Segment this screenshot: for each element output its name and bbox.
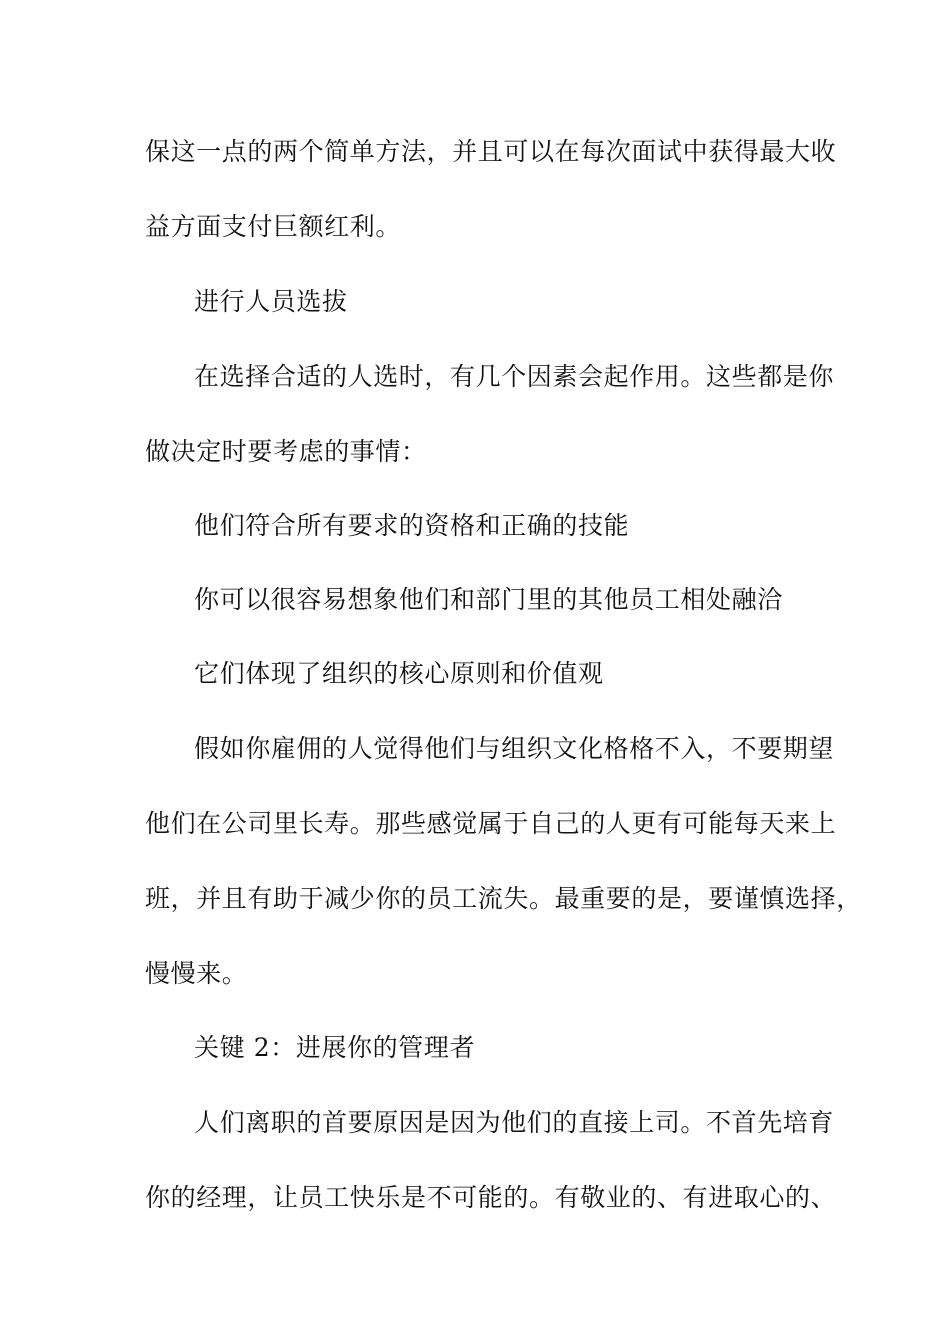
paragraph-line: 班，并且有助于减少你的员工流失。最重要的是，要谨慎选择， [145, 884, 862, 913]
paragraph-line: 在选择合适的人选时，有几个因素会起作用。这些都是你 [194, 362, 835, 391]
paragraph-line: 益方面支付巨额红利。 [145, 212, 402, 241]
section-heading: 进行人员选拔 [194, 287, 348, 316]
paragraph-line: 假如你雇佣的人觉得他们与组织文化格格不入，不要期望 [194, 734, 835, 763]
paragraph-line: 人们离职的首要原因是因为他们的直接上司。不首先培育 [194, 1108, 835, 1137]
paragraph-line: 你的经理，让员工快乐是不可能的。有敬业的、有进取心的、 [145, 1183, 837, 1212]
paragraph-line: 慢慢来。 [145, 959, 248, 988]
paragraph-line: 他们在公司里长寿。那些感觉属于自己的人更有可能每天来上 [145, 809, 837, 838]
list-item: 你可以很容易想象他们和部门里的其他员工相处融洽 [194, 585, 783, 614]
paragraph-line: 保这一点的两个简单方法，并且可以在每次面试中获得最大收 [145, 137, 837, 166]
list-item: 他们符合所有要求的资格和正确的技能 [194, 511, 630, 540]
list-item: 它们体现了组织的核心原则和价值观 [194, 659, 604, 688]
section-heading: 关键 2：进展你的管理者 [194, 1033, 476, 1062]
paragraph-line: 做决定时要考虑的事情： [145, 437, 427, 466]
